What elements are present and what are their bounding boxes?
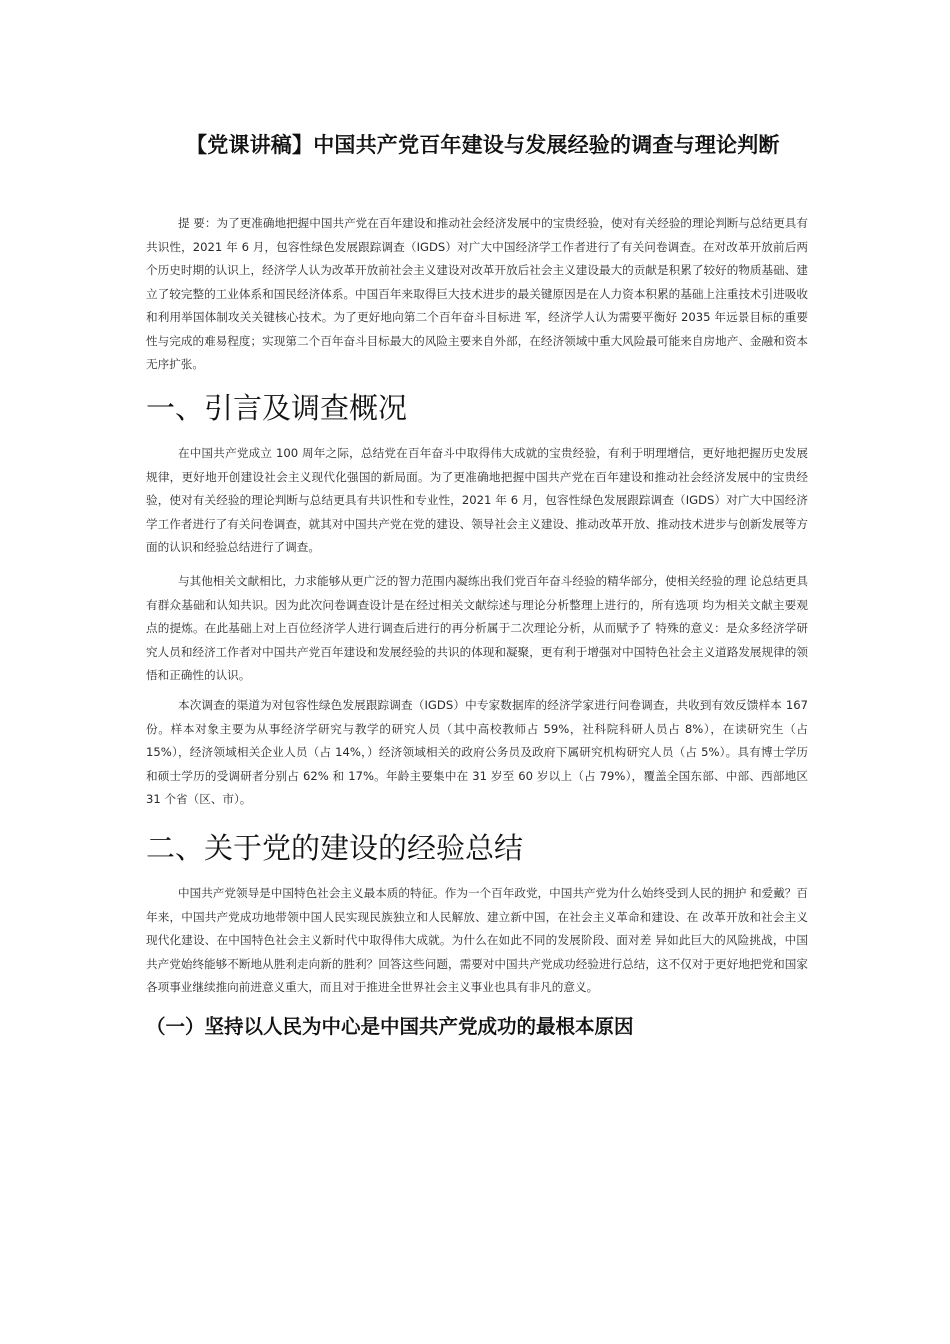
section-1-heading: 一、引言及调查概况 (146, 391, 408, 425)
section-1-paragraph-2: 与其他相关文献相比，力求能够从更广泛的智力范围内凝练出我们党百年奋斗经验的精华部分，使相关经验的理 论总结更具有群众基础和认知共识。因为此次问卷调查设计是在经过相关文献综述与理论分析整理上进行的，所有选项 均为相关文献主要观点的提炼。在此基础上对上百位经济学人进行调查后进行的再分析属于二次理论分析，从而赋予了 特殊的意义：是众多经济学研究人员和经济工作者对中国共产党百年建设和发展经验的共识的体现和凝聚，更有利于增强对中国特色社会主义道路发展规律的领悟和正确性的认识。 (146, 574, 808, 682)
section-2-paragraph-1: 中国共产党领导是中国特色社会主义最本质的特征。作为一个百年政党，中国共产党为什么始终受到人民的拥护 和爱戴？百年来，中国共产党成功地带领中国人民实现民族独立和人民解放、建立新中国，在社会主义革命和建设、在 改革开放和社会主义现代化建设、在中国特色社会主义新时代中取得伟大成就。为什么在如此不同的发展阶段、面对差 异如此巨大的风险挑战，中国共产党始终能够不断地从胜利走向新的胜利？回答这些问题，需要对中国共产党成功经验进行总结，这不仅对于更好地把党和国家各项事业继续推向前进意义重大，而且对于推进全世界社会主义事业也具有非凡的意义。 (146, 886, 808, 994)
document-title: 【党课讲稿】中国共产党百年建设与发展经验的调查与理论判断 (186, 133, 780, 157)
section-1-paragraph-1: 在中国共产党成立 100 周年之际，总结党在百年奋斗中取得伟大成就的宝贵经验，有利于明理增信，更好地把握历史发展规律，更好地开创建设社会主义现代化强国的新局面。为了更准确地把握中国共产党在百年建设和推动社会经济发展中的宝贵经验，使对有关经验的理论判断与总结更具有共识性和专业性，2021 年 6 月，包容性绿色发展跟踪调查（IGDS）对广大中国经济学工作者进行了有关问卷调查，就其对中国共产党在党的建设、领导社会主义建设、推动改革开放、推动技术进步与创新发展等方面的认识和经验总结进行了调查。 (146, 446, 808, 554)
section-1-paragraph-3: 本次调查的渠道为对包容性绿色发展跟踪调查（IGDS）中专家数据库的经济学家进行问卷调查，共收到有效反馈样本 167 份。样本对象主要为从事经济学研究与教学的研究人员（其中高校教师占 59%，社科院科研人员占 8%），在读研究生（占 15%），经济领域相关企业人员（占 14%，）经济领域相关的政府公务员及政府下属研究机构研究人员（占 5%）。具有博士学历和硕士学历的受调研者分别占 62% 和 17%。年龄主要集中在 31 岁至 60 岁以上（占 79%），覆盖全国东部、中部、西部地区 31 个省（区、市）。 (146, 698, 808, 806)
section-2-heading: 二、关于党的建设的经验总结 (146, 831, 524, 865)
abstract-paragraph: 提 要：为了更准确地把握中国共产党在百年建设和推动社会经济发展中的宝贵经验，使对有关经验的理论判断与总结更具有共识性，2021 年 6 月，包容性绿色发展跟踪调查（IGDS）对广大中国经济学工作者进行了有关问卷调查。在对改革开放前后两个历史时期的认识上，经济学人认为改革开放前社会主义建设对改革开放后社会主义建设最大的贡献是积累了较好的物质基础、建立了较完整的工业体系和国民经济体系。中国百年来取得巨大技术进步的最关键原因是在人力资本积累的基础上注重技术引进吸收和利用举国体制攻关关键核心技术。为了更好地向第二个百年奋斗目标进 军，经济学人认为需要平衡好 2035 年远景目标的重要性与完成的难易程度；实现第二个百年奋斗目标最大的风险主要来自外部，在经济领域中重大风险最可能来自房地产、金融和资本无序扩张。 (146, 216, 808, 371)
subsection-heading: （一）坚持以人民为中心是中国共产党成功的最根本原因 (146, 1015, 634, 1038)
